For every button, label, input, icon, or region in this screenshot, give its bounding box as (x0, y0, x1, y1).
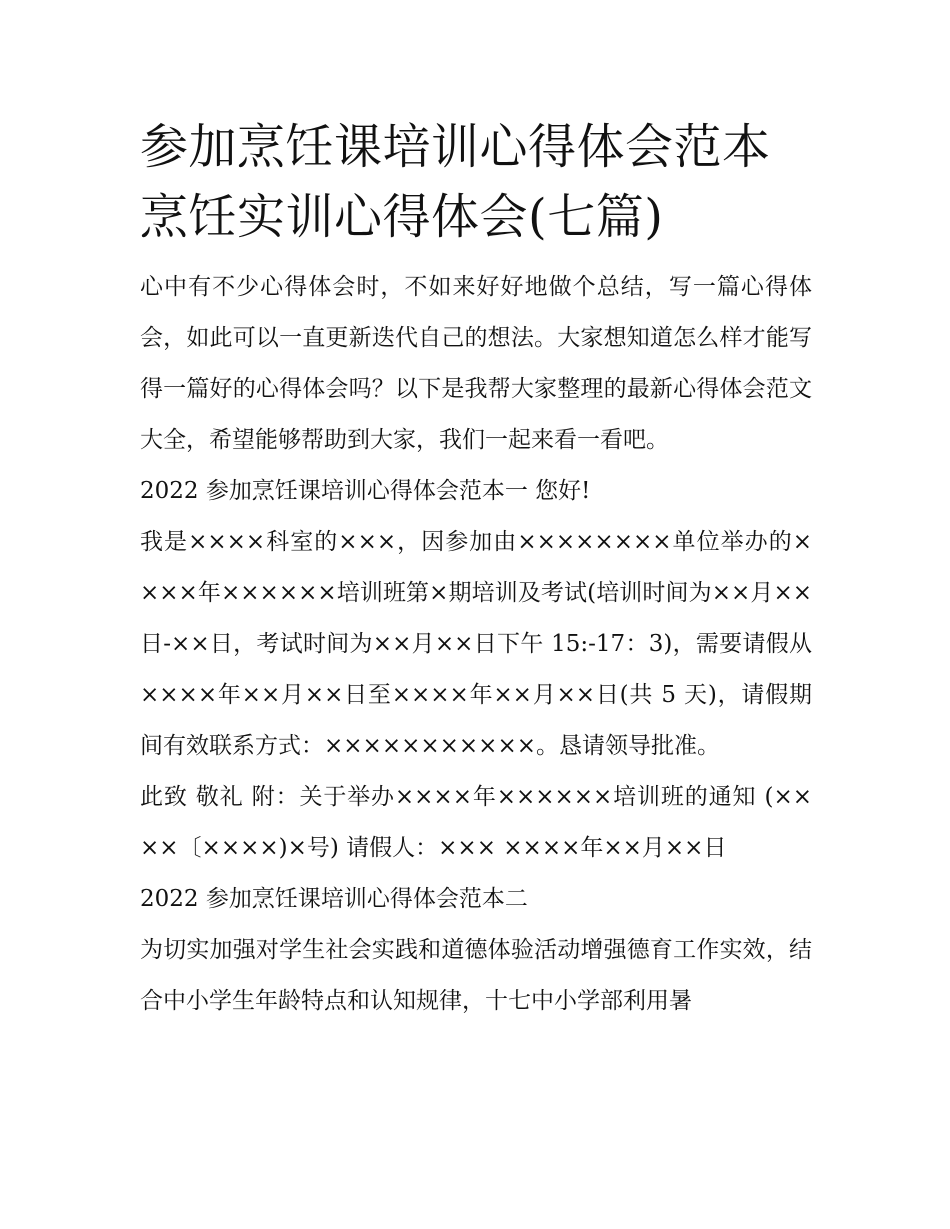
paragraph-sample-one-heading: 2022 参加烹饪课培训心得体会范本一 您好! (140, 478, 591, 504)
document-title: 参加烹饪课培训心得体会范本烹饪实训心得体会(七篇) (140, 119, 771, 245)
paragraph-leave-request: 我是××××科室的×××，因参加由××××××××单位举办的××××年××××××培训班第×期培训及考试(培训时间为××月××日-××日，考试时间为××月××日下午 15:-17：3)，需要请假从××××年××月××日至××××年××月××日(共 5 天)，请假期间有效联系方式：×××××××××××。恳请领导批准。 (140, 529, 812, 759)
paragraph-intro: 心中有不少心得体会时，不如来好好地做个总结，写一篇心得体会，如此可以一直更新迭代自己的想法。大家想知道怎么样才能写得一篇好的心得体会吗？以下是我帮大家整理的最新心得体会范文大全，希望能够帮助到大家，我们一起来看一看吧。 (140, 274, 812, 453)
paragraph-sample-two-heading: 2022 参加烹饪课培训心得体会范本二 (140, 886, 528, 912)
paragraph-closing: 此致 敬礼 附：关于举办××××年××××××培训班的通知 (××××〔××××)×号) 请假人：××× ××××年××月××日 (140, 784, 812, 861)
paragraph-sample-two-body: 为切实加强对学生社会实践和道德体验活动增强德育工作实效，结合中小学生年龄特点和认知规律，十七中小学部利用暑 (140, 937, 812, 1014)
document-page (140, 112, 812, 1027)
